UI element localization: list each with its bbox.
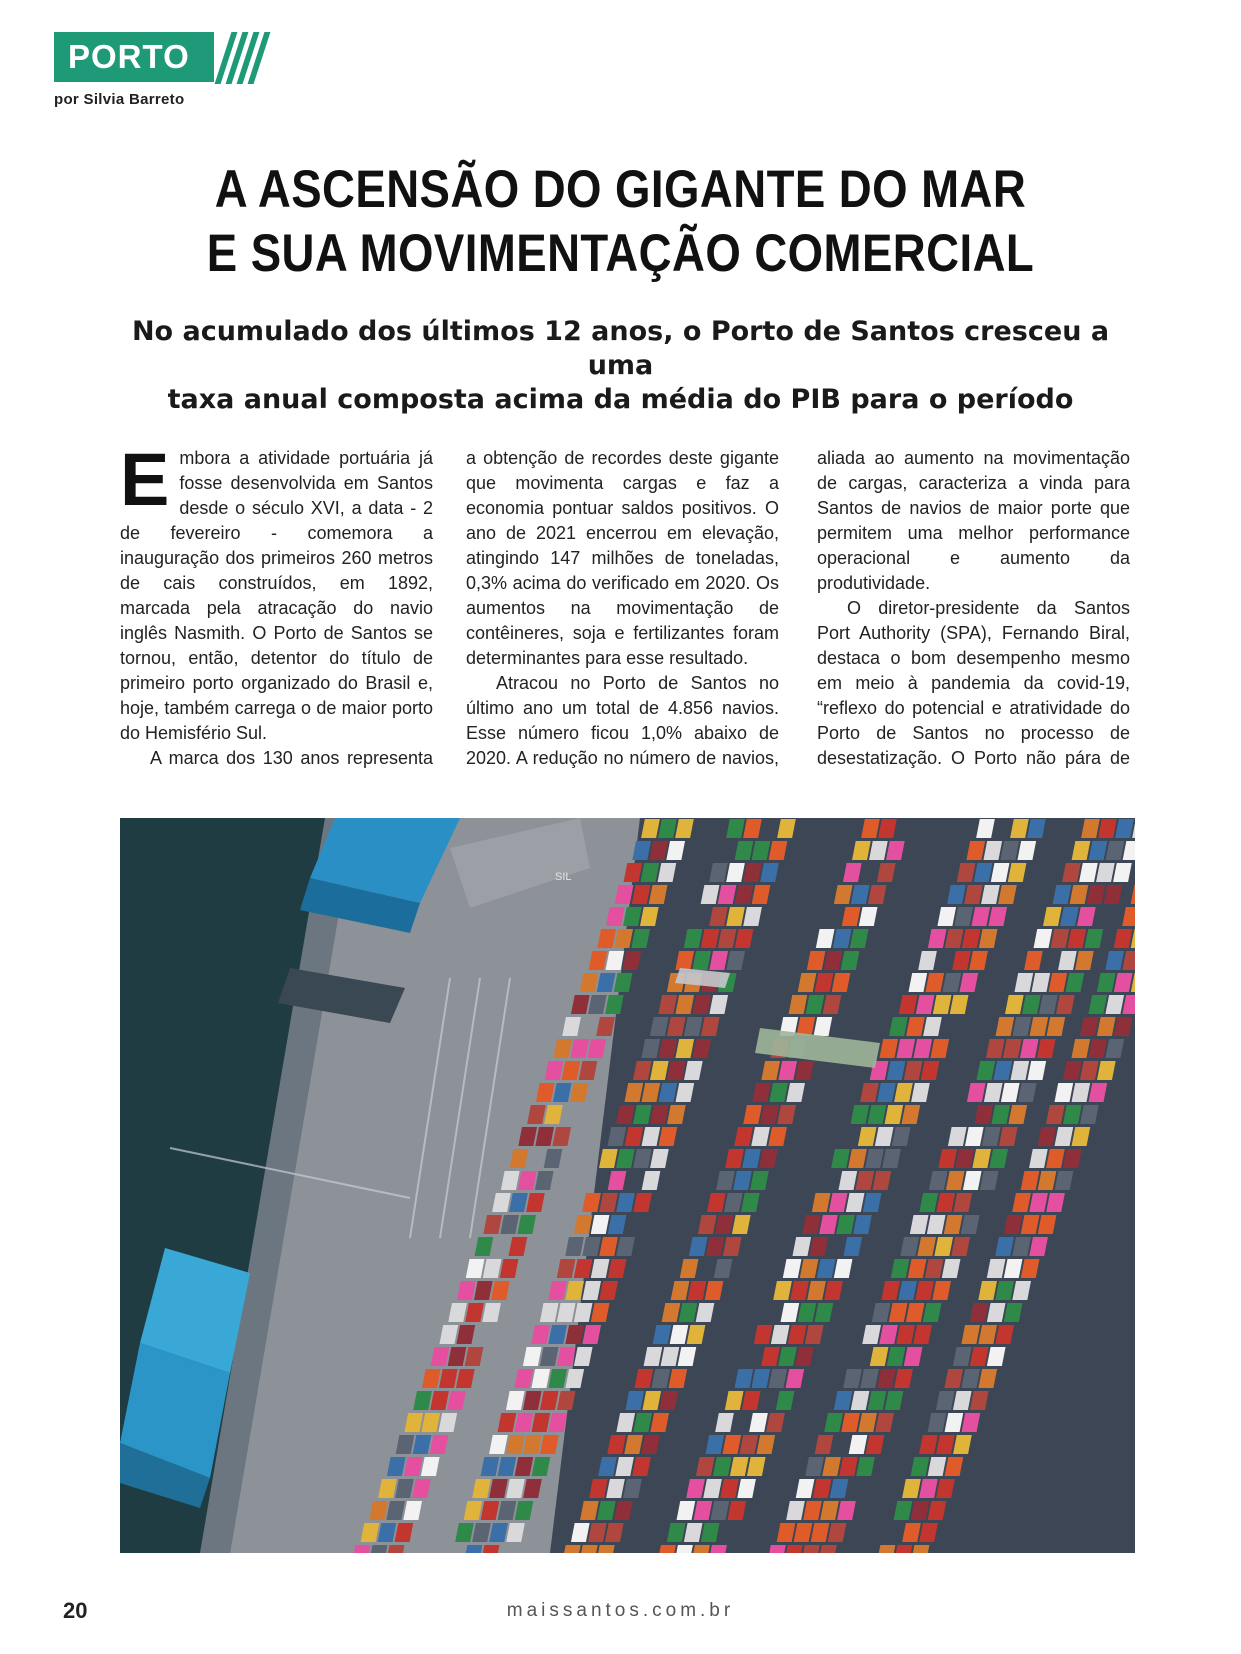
article-subtitle (100, 315, 1141, 417)
page-number: 20 (63, 1598, 88, 1623)
byline: por Silvia Barreto (54, 91, 185, 108)
port-aerial-photo (120, 818, 1135, 1553)
paragraph: O diretor-presidente da Santos Port Authority (SPA), Fernando Biral, destaca o bom desempenho mesmo em meio à pandemia da covid-19, “reflexo do potencial e atratividade do Porto de Santos no processo de desestatização. O Porto não pára de (817, 598, 1130, 768)
paragraph: aliada ao aumento na movimentação de cargas, caracteriza a vinda para Santos de navios de maior porte que permitem uma melhor performance operacional e aumento da produtividade. (817, 448, 1130, 593)
subtitle-line-1: No acumulado dos últimos 12 anos, o Porto de Santos cresceu a uma (131, 316, 1110, 381)
paragraph: a obtenção de recordes deste gigante que movimenta cargas e faz a economia pontuar saldos positivos. O ano de 2021 encerrou em elevação, atingindo 147 milhões de toneladas, 0,3% acima do verificado em 2020. Os aumentos na movimentação de contêineres, soja e fertilizantes foram determinantes para esse resultado. (466, 448, 779, 668)
body-column-1 (120, 438, 433, 771)
title-line-2: E SUA MOVIMENTAÇÃO COMERCIAL (206, 224, 1035, 283)
article-title (87, 158, 1154, 286)
port-aerial-illustration (120, 818, 1135, 1553)
paragraph: mbora a atividade portuária já fosse desenvolvida em Santos desde o século XVI, a data - 2 de fevereiro - comemora a inauguração dos primeiros 260 metros de cais construídos, em 1892, marcada pela atracação do navio inglês Nasmith. O Porto de Santos se tornou, então, detentor do título de primeiro porto organizado do Brasil e, hoje, também carrega o de maior porto do Hemisfério Sul. (120, 448, 433, 743)
title-line-1: A ASCENSÃO DO GIGANTE DO MAR (214, 160, 1027, 219)
section-label: PORTO (54, 32, 214, 82)
subtitle-line-2: taxa anual composta acima da média do PIB para o período (167, 384, 1074, 415)
section-tag (54, 32, 262, 82)
body-column-3 (817, 446, 1130, 771)
drop-cap: E (120, 438, 170, 521)
paragraph: Atracou no Porto de Santos no último ano um total de 4.856 navios. Esse número ficou 1,0% abaixo de 2020. A redução no número de navios, (466, 673, 779, 768)
body-column-2 (466, 446, 779, 771)
article-body (0, 438, 1241, 776)
ship-mark: SIL (555, 871, 572, 883)
section-slashes-decoration (218, 32, 262, 82)
paragraph: A marca dos 130 anos representa (150, 748, 433, 768)
site-url: maissantos.com.br (506, 1600, 735, 1621)
